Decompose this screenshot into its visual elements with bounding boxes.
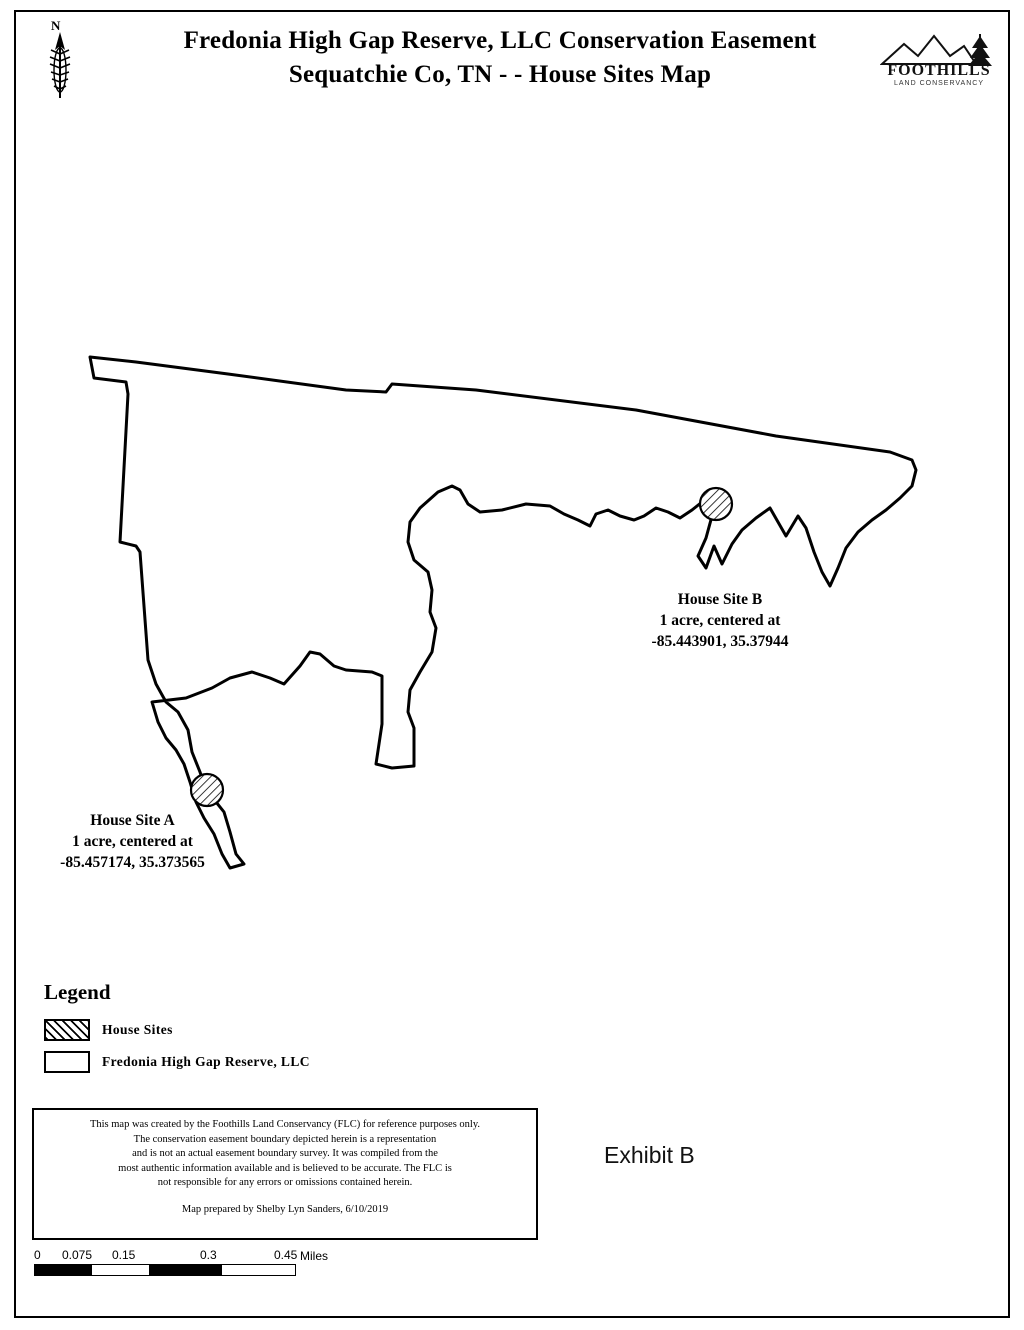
north-arrow-label: N [51,18,61,33]
house-sites-swatch-icon [44,1019,90,1041]
disclaimer-line-3: and is not an actual easement boundary survey. It was compiled from the [132,1148,438,1159]
disclaimer-line-5: not responsible for any errors or omissions contained herein. [157,1177,413,1188]
legend-item-label: House Sites [102,1022,173,1037]
legend-item-label: Fredonia High Gap Reserve, LLC [102,1054,310,1069]
house-site-b-coords: -85.443901, 35.37944 [651,633,789,650]
house-site-a-name: House Site A [90,812,175,829]
disclaimer-box [32,1108,538,1240]
disclaimer-line-1: This map was created by the Foothills Land Conservancy (FLC) for reference purposes only. [89,1119,481,1130]
disclaimer-line-2: The conservation easement boundary depicted herein is a representation [133,1133,437,1145]
map-author-credit: Map prepared by Shelby Lyn Sanders, 6/10/2019 [181,1203,389,1215]
scale-tick: 0.15 [112,1248,136,1262]
house-site-a-coords: -85.457174, 35.373565 [60,854,205,871]
logo-wordmark: FOOTHILLS [887,62,991,79]
exhibit-label: Exhibit B [604,1142,695,1168]
legend-title: Legend [44,980,111,1004]
scale-bar-units: Miles [300,1249,329,1263]
legend-item-house-sites [44,1019,464,1041]
scale-bar-graphic [34,1264,296,1276]
easement-swatch-icon [44,1051,90,1073]
house-site-b-label [600,589,840,652]
house-site-a-marker [191,774,223,806]
disclaimer-line-4: most authentic information available and is believed to be accurate. The FLC is [118,1162,452,1174]
legend-item-easement [44,1051,464,1073]
logo-tagline: LAND CONSERVANCY [893,80,985,87]
legend [44,980,464,1083]
title-line-2: Sequatchie Co, TN - - House Sites Map [288,61,712,88]
scale-tick: 0.3 [200,1248,217,1262]
scale-tick: 0.075 [62,1248,93,1262]
title-line-1: Fredonia High Gap Reserve, LLC Conservation Easement [183,27,817,54]
house-site-a-area: 1 acre, centered at [72,833,193,850]
scale-tick: 0 [34,1248,41,1262]
scale-bar [34,1248,334,1276]
house-site-b-name: House Site B [677,591,763,608]
house-site-a-label [10,810,255,873]
house-site-b-marker [700,488,732,520]
house-site-b-area: 1 acre, centered at [659,612,781,629]
scale-tick: 0.45 [274,1248,298,1262]
scale-bar-ticks [34,1248,334,1264]
